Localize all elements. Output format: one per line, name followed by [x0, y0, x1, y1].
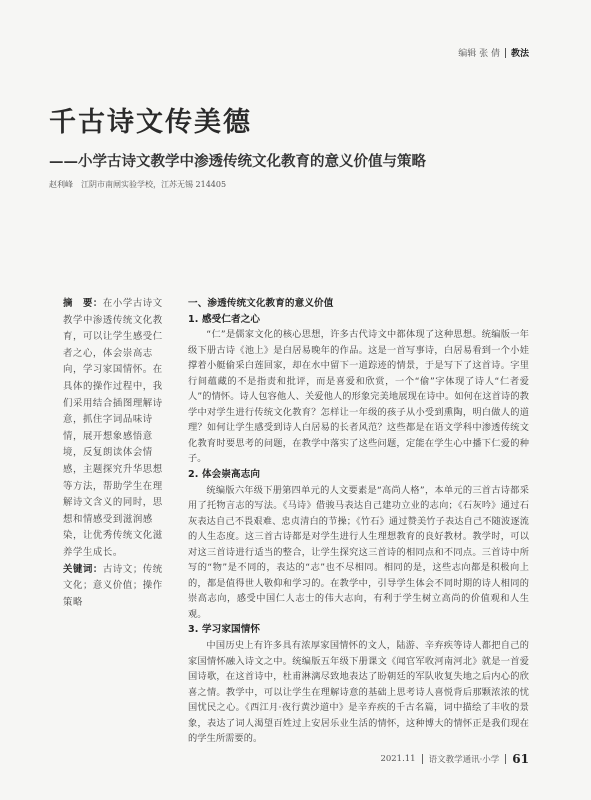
section-heading: 一、渗透传统文化教育的意义价值 [188, 298, 334, 309]
article-title: 千古诗文传美德 [49, 107, 252, 138]
abstract-text: 在小学古诗文教学中渗透传统文化教育，可以让学生感受仁者之心，体会崇高志向，学习家国情怀。在具体的操作过程中，我们采用结合插图理解诗意，抓住字词品味诗情，展开想象感悟意境，反复朗读体会情感，主题探究升华思想等方法，帮助学生在理解诗文含义的同时，思想和情感受到滋润感染，让优秀传统文化滋养学生成长。 [63, 298, 163, 558]
keywords-label: 关键词： [63, 563, 103, 575]
footer-divider [505, 754, 506, 764]
issue-date: 2021.11 [380, 754, 416, 764]
page-number: 61 [512, 752, 529, 766]
abstract-label: 摘 要： [63, 298, 103, 309]
editor-credit: 编辑 张 倩 [458, 49, 500, 59]
footer-divider [422, 754, 423, 764]
subsection-heading-2: 2. 体会崇高志向 [188, 469, 261, 481]
abstract-paragraph [63, 296, 169, 562]
author-info: 赵利峰 江阴市南闸实验学校，江苏无锡 214405 [49, 180, 227, 189]
paragraph-1: “仁”是儒家文化的核心思想，许多古代诗文中都体现了这种思想。统编版一年级下册古诗《池上》是白居易晚年的作品。这是一首写事诗，白居易看到一个小娃撑着小艇偷采白莲回家，却在水中留下一道踪迹的情景，于是写下了这首诗。字里行间蕴藏的不是指责和批评，而是喜爱和欣赏，一个“偷”字体现了诗人“仁者爱人”的情怀。诗人包容他人、关爱他人的形象完美地展现在诗中。如何在这首诗的教学中对学生进行传统文化教育？怎样让一年级的孩子从小受到熏陶，明白做人的道理？如何让学生感受到诗人白居易的长者风范？这些都是在语文学科中渗透传统文化教育时要思考的问题，在教学中落实了这些问题，定能在学生心中播下仁爱的种子。 [188, 329, 529, 465]
header-divider [505, 48, 506, 58]
column-name: 教法 [510, 49, 529, 59]
keywords-text: 古诗文；传统文化；意义价值；操作策略 [63, 563, 163, 608]
paragraph-3: 中国历史上有许多具有浓厚家国情怀的文人，陆游、辛弃疾等诗人都把自己的家国情怀融入诗文之中。统编版五年级下册课文《闻官军收河南河北》就是一首爱国诗歌，在这首诗中，杜甫淋漓尽致地表达了盼朝廷的军队收复失地之后内心的欣喜之情。教学中，可以让学生在理解诗意的基础上思考诗人喜悦背后那颗浓浓的忧国忧民之心。《西江月·夜行黄沙道中》是辛弃疾的千古名篇，词中描绘了丰收的景象，表达了词人渴望百姓过上安居乐业生活的情怀，这种博大的情怀正是我们现在的学生所需要的。 [188, 640, 529, 745]
page-footer [380, 752, 529, 766]
subsection-heading-1: 1. 感受仁者之心 [188, 313, 261, 325]
abstract-block [63, 296, 169, 611]
paragraph-2: 统编版六年级下册第四单元的人文要素是“高尚人格”，本单元的三首古诗都采用了托物言志的写法。《马诗》借骏马表达自己建功立业的志向；《石灰吟》通过石灰表达自己不畏艰难、忠贞清白的节操；《竹石》通过赞美竹子表达自己不随波逐流的人生态度。这三首古诗都是对学生进行人生理想教育的良好教材。教学时，可以对这三首诗进行适当的整合，让学生探究这三首诗的相同点和不同点。三首诗中所写的“物”是不同的，表达的“志”也不尽相同。相同的是，这些志向都是积极向上的，都是值得世人敬仰和学习的。在教学中，引导学生体会不同时期的诗人相同的崇高志向，感受中国仁人志士的伟大志向，有利于学生树立高尚的价值观和人生观。 [188, 484, 529, 620]
journal-name: 语文教学通讯·小学 [428, 755, 500, 765]
article-subtitle: ——小学古诗文教学中渗透传统文化教育的意义价值与策略 [49, 153, 426, 170]
page-header [458, 46, 529, 59]
subsection-heading-3: 3. 学习家国情怀 [188, 624, 261, 636]
keywords-paragraph [63, 562, 169, 612]
article-body [188, 296, 529, 747]
